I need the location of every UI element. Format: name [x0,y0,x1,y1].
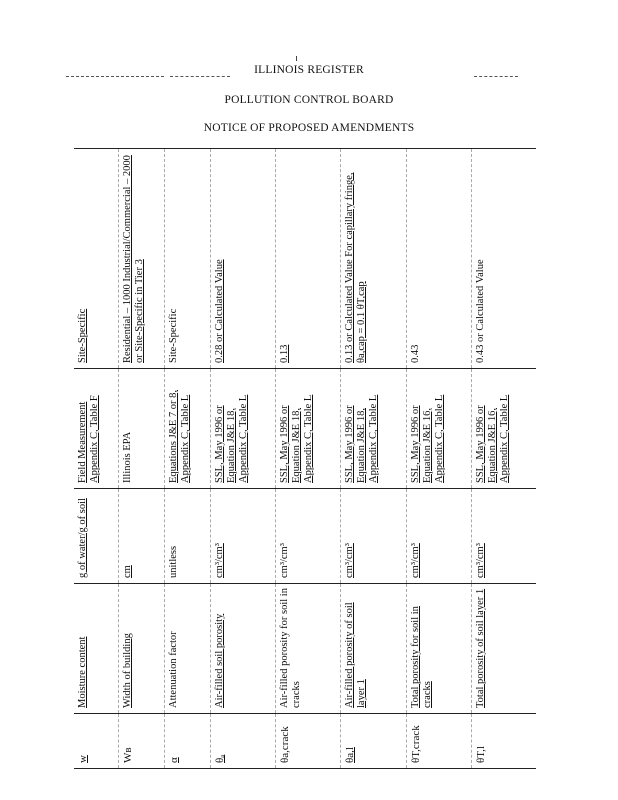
cell-symbol: θT,l [471,714,536,769]
cell-symbol: θₐ [210,714,275,769]
cell-source: Equations J&E 7 or 8, Appendix C, Table L [165,369,211,489]
cell-units: g of water/g of soil [74,489,119,584]
cell-value: Site-Specific [74,149,119,369]
parameter-table [74,149,536,769]
cell-parameter: Moisture content [74,584,119,714]
table-row [74,149,119,769]
table-row [341,149,406,769]
header-rule-left [66,76,164,77]
header-rule-right [474,76,518,77]
cell-units: cm [119,489,165,584]
header-rule-left-2 [170,76,230,77]
cell-parameter: Air-filled soil porosity [210,584,275,714]
cell-units: cm³/cm³ [276,489,341,584]
cell-value: Site-Specific [165,149,211,369]
cell-source: Illinois EPA [119,369,165,489]
cell-value: 0.28 or Calculated Value [210,149,275,369]
table-row [119,149,165,769]
cell-symbol: α [165,714,211,769]
cell-symbol: θa,crack [276,714,341,769]
cell-units: cm³/cm³ [341,489,406,584]
cell-source: SSL, May 1996 or Equation J&E 16, Appendix C, Table L [471,369,536,489]
cell-parameter: Width of building [119,584,165,714]
board-title: POLLUTION CONTROL BOARD [224,94,394,106]
cell-symbol: w [74,714,119,769]
cell-parameter: Total porosity for soil in cracks [406,584,471,714]
table-row [471,149,536,769]
cell-units: cm³/cm³ [471,489,536,584]
cell-value: 0.13 [276,149,341,369]
cell-source: SSL, May 1996 or Equation J&E 18, Appendix C, Table L [341,369,406,489]
cell-parameter: Air-filled porosity of soil layer 1 [341,584,406,714]
register-title: ILLINOIS REGISTER [254,64,364,76]
table-row [276,149,341,769]
cell-value: 0.43 [406,149,471,369]
cell-parameter: Attenuation factor [165,584,211,714]
cell-value: 0.13 or Calculated Value For capillary fringe, θa,cap = 0.1 θT,cap [341,149,406,369]
table-row [210,149,275,769]
cell-units: unitless [165,489,211,584]
table-row [165,149,211,769]
cell-parameter: Total porosity of soil layer 1 [471,584,536,714]
cell-units: cm³/cm³ [406,489,471,584]
cell-symbol: θT,crack [406,714,471,769]
cell-source: SSL, May 1996 or Equation J&E 18, Appendix C, Table L [276,369,341,489]
cell-symbol: θa,l [341,714,406,769]
cell-symbol: Wʙ [119,714,165,769]
table-row [406,149,471,769]
cell-source: Field Measurement Appendix C, Table F [74,369,119,489]
cell-value: 0.43 or Calculated Value [471,149,536,369]
notice-title: NOTICE OF PROPOSED AMENDMENTS [203,122,415,134]
cell-units: cm³/cm³ [210,489,275,584]
cell-parameter: Air-filled porosity for soil in cracks [276,584,341,714]
cell-source: SSL, May 1996 or Equation J&E 18, Appendix C, Table L [210,369,275,489]
page-tick-mark [296,56,297,61]
cell-value: Residential – 1000 Industrial/Commercial – 2000 or Site-Specific in Tier 3 [119,149,165,369]
cell-source: SSL, May 1996 or Equation J&E 16, Appendix C, Table L [406,369,471,489]
